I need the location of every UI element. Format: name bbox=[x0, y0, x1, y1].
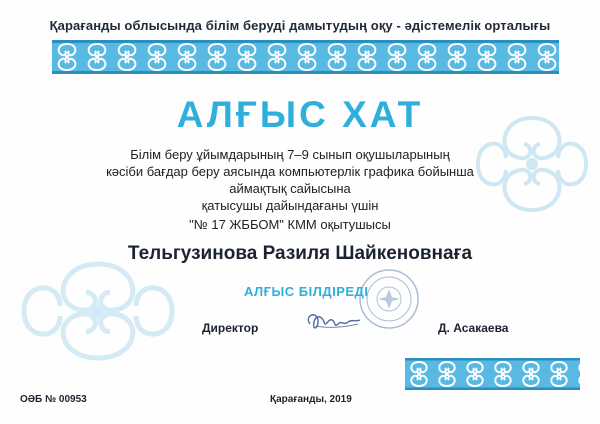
top-ornament-band bbox=[52, 40, 559, 74]
organization-header: Қарағанды облысында білім беруді дамытудың оқу - әдістемелік орталығы bbox=[49, 18, 551, 33]
seal-stamp-icon bbox=[358, 268, 420, 330]
certificate-body bbox=[90, 146, 490, 233]
director-name: Д. Асакаева bbox=[438, 321, 509, 335]
body-line: қатысушы дайындағаны үшін bbox=[201, 198, 379, 213]
recipient-name: Тельгузинова Разиля Шайкеновнаға bbox=[127, 243, 473, 264]
certificate-title: АЛҒЫС ХАТ bbox=[176, 94, 424, 135]
signature-icon bbox=[302, 306, 364, 336]
director-label: Директор bbox=[202, 321, 259, 335]
serial-number: ОӘБ № 00953 bbox=[20, 394, 87, 405]
school-line: "№ 17 ЖББОМ" КММ оқытушысы bbox=[189, 217, 391, 232]
left-ornament bbox=[18, 256, 178, 366]
body-line: кәсіби бағдар беру аясында компьютерлік графика бойынша bbox=[106, 164, 474, 179]
body-line: аймақтық сайысына bbox=[229, 181, 351, 196]
body-line: Білім беру ұйымдарының 7–9 сынып оқушыларының bbox=[130, 147, 450, 162]
bottom-ornament-band bbox=[405, 358, 580, 390]
city-year: Қарағанды, 2019 bbox=[270, 394, 352, 405]
thanks-statement: АЛҒЫС БІЛДІРЕДІ bbox=[244, 284, 369, 299]
